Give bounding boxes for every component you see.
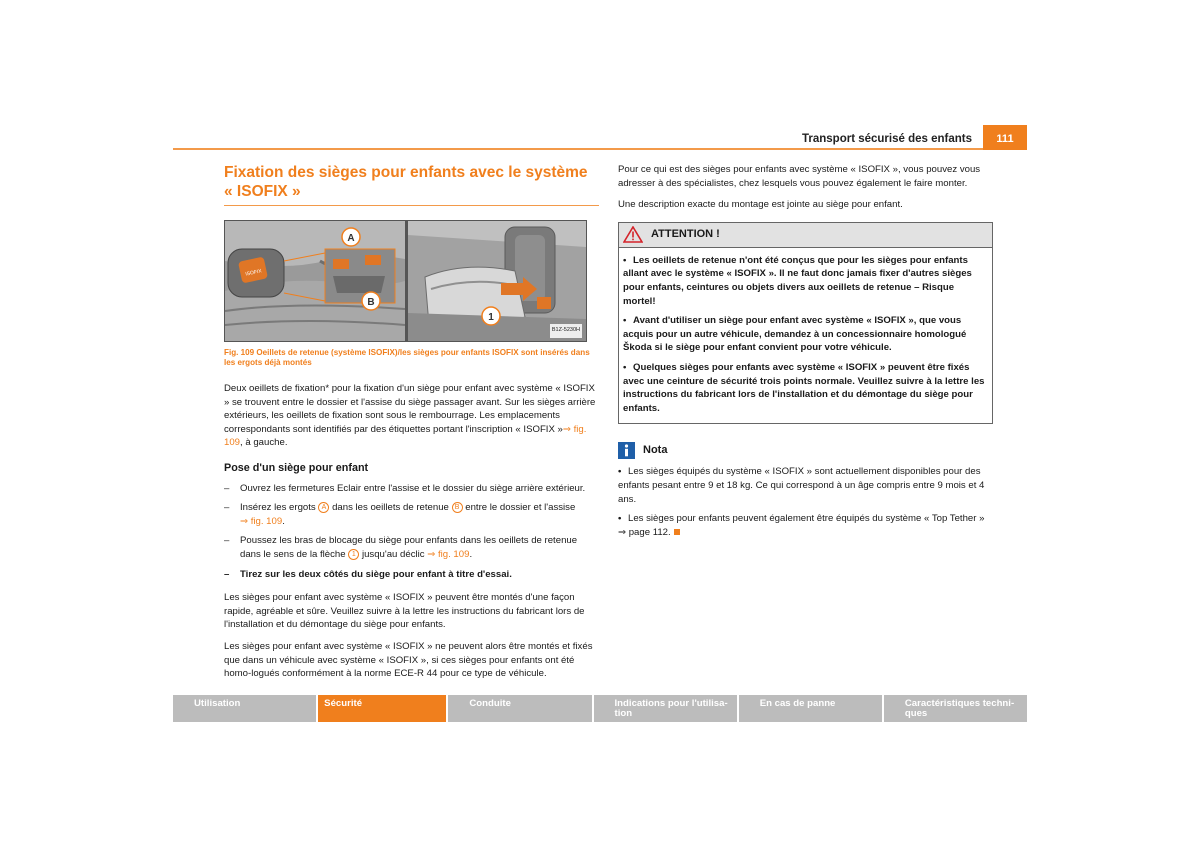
figure-caption: Fig. 109 Oeillets de retenue (système ISOFIX)/les sièges pour enfants ISOFIX sont insérés dans les ergots déjà montés — [224, 348, 590, 367]
ref-a-marker: A — [318, 502, 329, 513]
title-rule — [224, 205, 599, 206]
step-text: Insérez les ergots — [240, 502, 316, 514]
intro-tail: , à gauche. — [240, 437, 288, 449]
note-header — [618, 442, 993, 459]
fig-link[interactable]: ⇒ fig. 109 — [427, 548, 470, 560]
note-text: Les sièges équipés du système « ISOFIX » sont actuellement disponibles pour des enfants pesant entre 9 et 18 kg. Ce qui correspond à un âge compris entre 9 mois et 4 ans. — [618, 466, 985, 505]
step-item — [224, 534, 599, 561]
note-item — [618, 512, 993, 539]
figure-code: B1Z-5230H — [550, 324, 582, 338]
tab-label: Conduite — [469, 698, 511, 709]
note-item — [618, 465, 993, 506]
callout-b: B — [367, 297, 375, 308]
section-title: Fixation des sièges pour enfants avec le système « ISOFIX » — [224, 164, 588, 200]
header-rule — [173, 148, 983, 150]
step-item — [224, 568, 599, 582]
step-text: entre le dossier et l'assise — [465, 502, 576, 514]
intro-text: Deux oeillets de fixation* pour la fixation d'un siège pour enfant avec système « ISOFIX » se trouvent entre le dossier et l'assise du siège passager avant. Sur les sièges arrière extérieurs, les oeillets de fixation sont sous le rembourrage. Les emplacements correspondants sont identifiés par des étiquettes portant l'inscription « ISOFIX » — [224, 383, 596, 435]
step-end: . — [282, 515, 285, 527]
isofix-illustration — [225, 221, 586, 341]
right-column — [618, 163, 993, 545]
figure-109 — [224, 220, 587, 342]
paragraph: Les sièges pour enfant avec système « ISOFIX » ne peuvent alors être montés et fixés que dans un véhicule avec système « ISOFIX », si ces sièges pour enfants ont été homo-logués conformément à la norme ECE-R 44 pour ce type de véhicule. — [224, 640, 593, 680]
warning-text: Les oeillets de retenue n'ont été conçus que pour les sièges pour enfants allant avec le système « ISOFIX ». Il ne faut donc jamais fixer d'autres sièges pour enfants, ceintures ou objets divers aux oeillets de retenue – Risque mortel! — [623, 254, 972, 307]
tab-label-line2: tion — [614, 707, 633, 719]
warning-item — [623, 254, 988, 308]
step-text: Poussez les bras de blocage du siège pour enfants dans les oeillets de retenue dans le sens de la flèche — [240, 535, 578, 560]
tab-indications[interactable] — [594, 695, 737, 722]
isofix-tag-text: ISOFIX — [244, 268, 263, 278]
warning-title: ATTENTION ! — [651, 227, 720, 240]
tab-securite[interactable] — [318, 695, 446, 722]
step-item — [224, 501, 599, 528]
tab-utilisation[interactable] — [173, 695, 316, 722]
step-text: Ouvrez les fermetures Eclair entre l'assise et le dossier du siège arrière extérieur. — [240, 482, 586, 494]
warning-item — [623, 314, 988, 355]
ref-b-marker: B — [452, 502, 463, 513]
warning-box — [618, 222, 993, 425]
callout-a: A — [347, 233, 355, 244]
bullet-icon: • — [623, 315, 627, 327]
step-text: Tirez sur les deux côtés du siège pour enfant à titre d'essai. — [240, 568, 512, 580]
tab-conduite[interactable] — [448, 695, 591, 722]
callout-1: 1 — [488, 312, 494, 323]
paragraph: Les sièges pour enfant avec système « ISOFIX » peuvent être montés d'une façon rapide, agréable et sûre. Veuillez suivre à la lettre les instructions du fabricant lors de l'installation et du démontage du siège pour enfants. — [224, 592, 585, 631]
fig-link[interactable]: ⇒ fig. 109 — [224, 423, 587, 449]
tab-label: Sécurité — [324, 698, 363, 709]
note-text: Les sièges pour enfants peuvent également être équipés du système « Top Tether » ⇒ page 112. — [618, 513, 985, 538]
info-icon — [618, 442, 635, 459]
fig-link[interactable]: ⇒ fig. 109 — [240, 515, 283, 527]
step-item — [224, 482, 599, 496]
paragraph: Une description exacte du montage est jointe au siège pour enfant. — [618, 199, 903, 211]
step-text: dans les oeillets de retenue — [332, 502, 449, 514]
bullet-icon: • — [623, 361, 627, 373]
warning-text: Avant d'utiliser un siège pour enfant avec système « ISOFIX », que vous acquis pour un autre véhicule, demandez à un concessionnaire homologué Škoda si le siège pour enfant convient pour votre véhicule. — [623, 315, 967, 354]
tab-label: Utilisation — [194, 698, 241, 709]
step-end: . — [469, 548, 473, 560]
tab-en-cas-de-panne[interactable] — [739, 695, 882, 722]
note-title: Nota — [643, 444, 668, 457]
tab-label: Caractéristiques techni- — [904, 698, 1015, 709]
note-box — [618, 442, 993, 539]
warning-triangle-icon — [623, 226, 643, 243]
intro-paragraph — [224, 382, 599, 450]
step-text: jusqu'au déclic — [361, 548, 425, 560]
left-column — [224, 163, 599, 689]
chapter-tabs — [173, 695, 1027, 722]
tab-label-line2: ques — [904, 707, 928, 719]
page-number: 111 — [983, 125, 1027, 150]
tab-caracteristiques[interactable] — [884, 695, 1027, 722]
end-marker-icon — [674, 529, 680, 535]
warning-text: Quelques sièges pour enfants avec système « ISOFIX » peuvent être fixés avec une ceinture de sécurité trois points normale. Veuillez suivre à la lettre les instructions du fabricant lors de l'installation et du démontage du siège pour enfants. — [623, 361, 985, 414]
warning-header — [619, 223, 992, 248]
warning-item — [623, 361, 988, 415]
bullet-icon: • — [623, 254, 627, 266]
install-steps — [224, 482, 599, 582]
warning-body — [619, 248, 992, 424]
install-heading: Pose d'un siège pour enfant — [224, 461, 369, 474]
ref-1-marker: 1 — [348, 549, 359, 560]
bullet-icon: • — [618, 466, 622, 478]
paragraph: Pour ce qui est des sièges pour enfants avec système « ISOFIX », vous pouvez vous adresser à des spécialistes, chez lesquels vous pouvez également le faire monter. — [618, 164, 981, 189]
bullet-icon: • — [618, 513, 622, 525]
running-header: Transport sécurisé des enfants — [801, 133, 972, 145]
tab-label: En cas de panne — [759, 698, 836, 709]
tab-label: Indications pour l'utilisa- — [614, 698, 728, 709]
note-body — [618, 465, 993, 539]
